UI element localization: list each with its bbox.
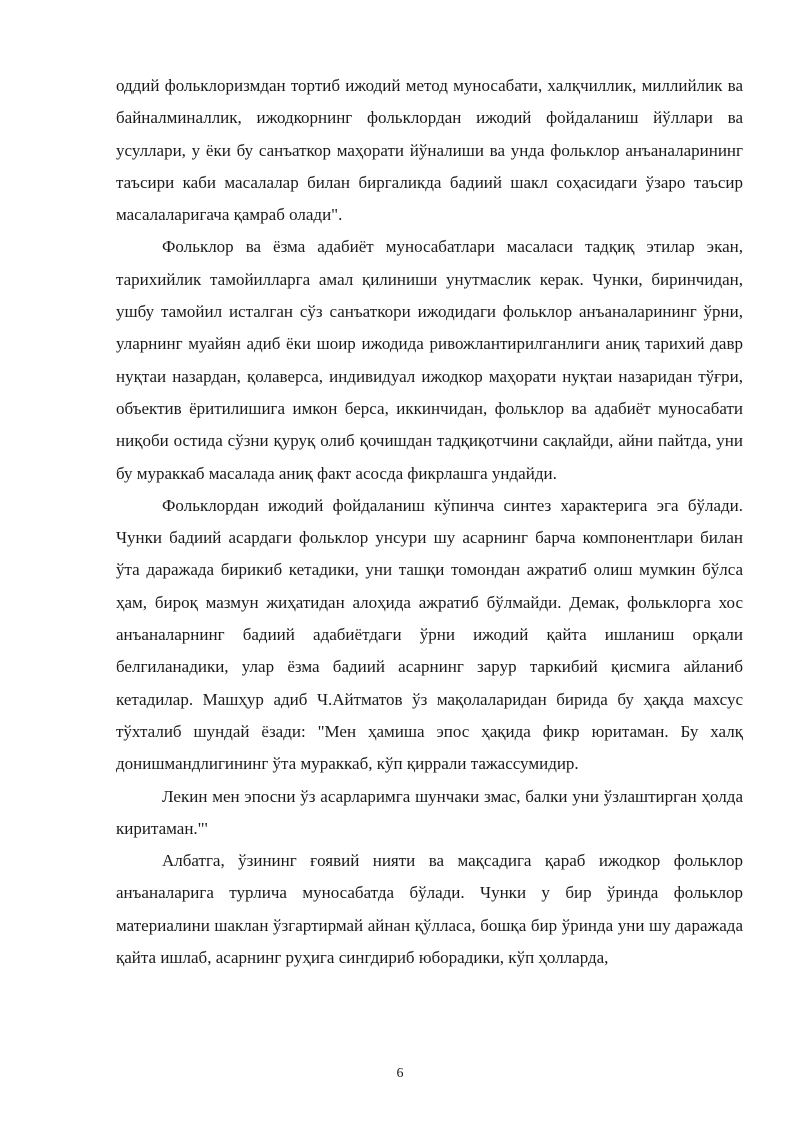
paragraph-5: Албатга, ўзининг ғоявий нияти ва мақсадига қараб ижодкор фольклор анъаналарига турлича муносабатда бўлади. Чунки у бир ўринда фольклор материалини шаклан ўзгартирмай айнан қўлласа, бошқа бир ўринда уни шу даражада қайта ишлаб, асарнинг руҳига сингдириб юборадики, кўп ҳолларда,	[116, 851, 743, 968]
paragraph-2: Фольклор ва ёзма адабиёт муносабатлари масаласи тадқиқ этилар экан, тарихийлик тамойилларга амал қилиниши унутмаслик керак. Чунки, биринчидан, ушбу тамойил исталган сўз санъаткори ижодидаги фольклор анъаналарининг ўрни, уларнинг муайян адиб ёки шоир ижодида ривожлантирилганлиги аниқ тарихий давр нуқтаи назардан, қолаверса, индивидуал ижодкор маҳорати нуқтаи назаридан тўғри, объектив ёритилишига имкон берса, иккинчидан, фольклор ва адабиёт муносабати ниқоби остида сўзни қуруқ олиб қочишдан тадқиқотчини сақлайди, айни пайтда, уни бу мураккаб масалада аниқ факт асосда фикрлашга ундайди.	[116, 237, 743, 483]
paragraph-4: Лекин мен эпосни ўз асарларимга шунчаки змас, балки уни ўзлаштирган ҳолда киритаман."'	[116, 786, 743, 838]
paragraph-1: оддий фольклоризмдан тортиб ижодий метод муносабати, халқчиллик, миллийлик ва байналминаллик, ижодкорнинг фольклордан ижодий фойдаланиш йўллари ва усуллари, у ёки бу санъаткор маҳорати йўналиши ва унда фольклор анъаналарининг таъсири каби масалалар билан биргаликда бадиий шакл соҳасидаги ўзаро таъсир масалаларигача қамраб олади".	[116, 76, 743, 225]
document-page	[116, 70, 743, 974]
page-number: 6	[396, 1066, 404, 1081]
paragraph-3: Фольклордан ижодий фойдаланиш кўпинча синтез характерига эга бўлади. Чунки бадиий асардаги фольклор унсури шу асарнинг барча компонентлари билан ўта даражада бирикиб кетадики, уни ташқи томондан ажратиб олиш мумкин бўлса ҳам, бироқ мазмун жиҳатидан алоҳида ажратиб бўлмайди. Демак, фольклорга хос анъаналарнинг бадиий адабиётдаги ўрни ижодий қайта ишланиш орқали белгиланадики, улар ёзма бадиий асарнинг зарур таркибий қисмига айланиб кетадилар. Машҳур адиб Ч.Айтматов ўз мақолаларидан бирида бу ҳақда махсус тўхталиб шундай ёзади: "Мен ҳамиша эпос ҳақида фикр юритаман. Бу халқ донишмандлигининг ўта мураккаб, кўп қиррали тажассумидир.	[116, 495, 743, 774]
